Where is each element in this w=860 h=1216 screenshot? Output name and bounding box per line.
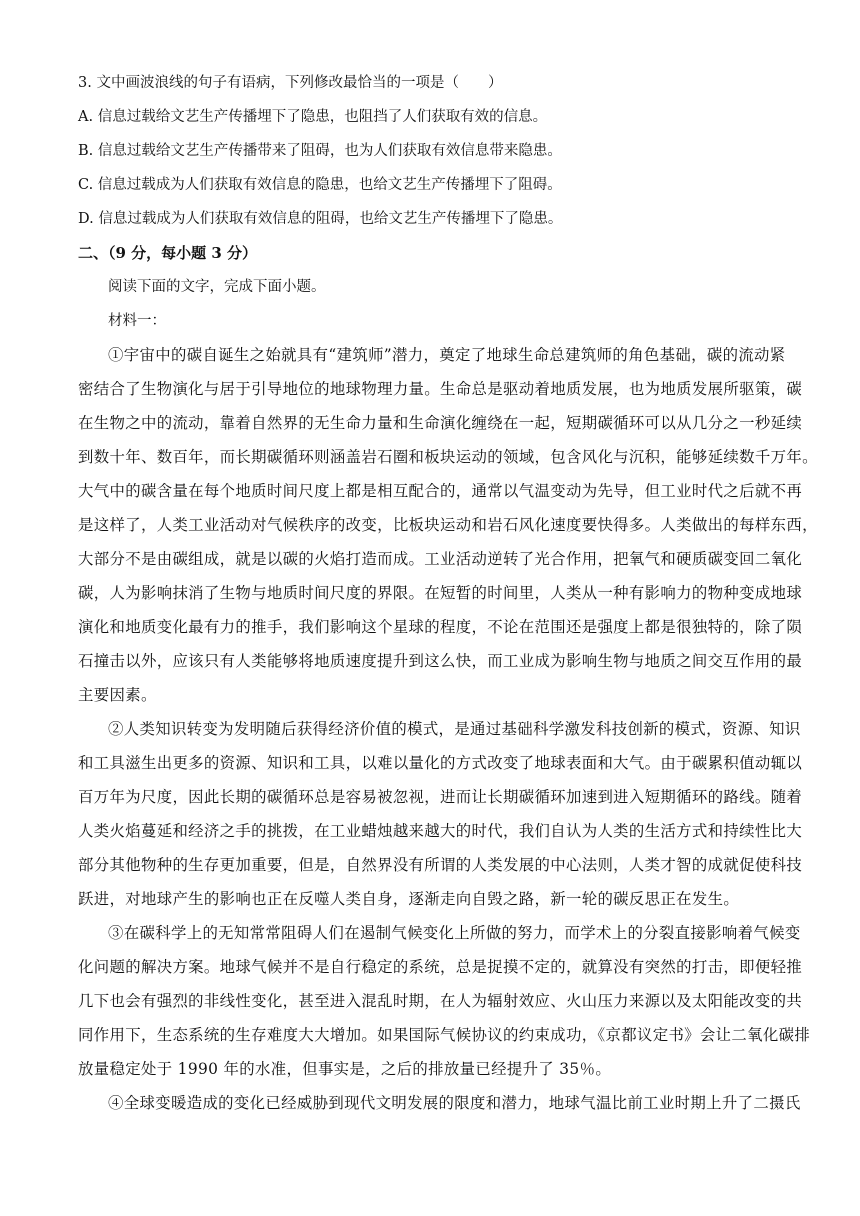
para-line: 和工具滋生出更多的资源、知识和工具，以难以量化的方式改变了地球表面和大气。由于碳累积值动辄以 [78, 754, 803, 772]
para-line: 石撞击以外，应该只有人类能够将地质速度提升到这么快，而工业成为影响生物与地质之间交互作用的最 [78, 652, 803, 670]
para-line: 主要因素。 [78, 686, 157, 704]
para-line: 密结合了生物演化与居于引导地位的地球物理力量。生命总是驱动着地质发展，也为地质发展所驱策，碳 [78, 380, 803, 398]
para-line: 同作用下，生态系统的生存难度大大增加。如果国际气候协议的约束成功，《京都议定书》会让二氧化碳排 [78, 1026, 811, 1044]
para-line: 是这样了，人类工业活动对气候秩序的改变，比板块运动和岩石风化速度要快得多。人类做出的每样东西， [78, 516, 818, 534]
option-a: A. 信息过载给文艺生产传播埋下了隐患，也阻挡了人们获取有效的信息。 [78, 109, 548, 125]
para-line: 百万年为尺度，因此长期的碳循环总是容易被忽视，进而让长期碳循环加速到进入短期循环的路线。随着 [78, 788, 803, 806]
para-line: ③在碳科学上的无知常常阻碍人们在遏制气候变化上所做的努力，而学术上的分裂直接影响着气候变 [108, 924, 801, 942]
option-c: C. 信息过载成为人们获取有效信息的隐患，也给文艺生产传播埋下了阻碍。 [78, 177, 562, 193]
para-line: ①宇宙中的碳自诞生之始就具有“建筑师”潜力，奠定了地球生命总建筑师的角色基础，碳的流动紧 [108, 346, 786, 364]
section-2-instruction: 阅读下面的文字，完成下面小题。 [108, 279, 326, 295]
para-line: 大部分不是由碳组成，就是以碳的火焰打造而成。工业活动逆转了光合作用，把氧气和硬质碳变回二氧化 [78, 550, 803, 568]
question-3-stem: 3. 文中画波浪线的句子有语病，下列修改最恰当的一项是（ ） [78, 75, 503, 91]
material-1-label: 材料一： [108, 313, 166, 329]
option-d: D. 信息过载成为人们获取有效信息的阻碍，也给文艺生产传播埋下了隐患。 [78, 211, 563, 227]
para-line: 几下也会有强烈的非线性变化，甚至进入混乱时期，在人为辐射效应、火山压力来源以及太阳能改变的共 [78, 992, 803, 1010]
para-line: ④全球变暖造成的变化已经威胁到现代文明发展的限度和潜力，地球气温比前工业时期上升了二摄氏 [108, 1094, 801, 1112]
para-line: ②人类知识转变为发明随后获得经济价值的模式，是通过基础科学激发科技创新的模式，资源、知识 [108, 720, 801, 738]
para-line: 在生物之中的流动，靠着自然界的无生命力量和生命演化缠绕在一起，短期碳循环可以从几分之一秒延续 [78, 414, 803, 432]
para-line: 演化和地质变化最有力的推手，我们影响这个星球的程度，不论在范围还是强度上都是很独特的，除了陨 [78, 618, 803, 636]
para-line: 人类火焰蔓延和经济之手的挑拨，在工业蜡烛越来越大的时代，我们自认为人类的生活方式和持续性比大 [78, 822, 803, 840]
section-2-title: 二、（9 分，每小题 3 分） [78, 244, 258, 262]
para-line: 到数十年、数百年，而长期碳循环则涵盖岩石圈和板块运动的领域，包含风化与沉积，能够延续数千万年。 [78, 448, 818, 466]
para-line: 跃进，对地球产生的影响也正在反噬人类自身，逐渐走向自毁之路，新一轮的碳反思正在发生。 [78, 890, 740, 908]
para-line: 部分其他物种的生存更加重要，但是，自然界没有所谓的人类发展的中心法则，人类才智的成就促使科技 [78, 856, 803, 874]
option-b: B. 信息过载给文艺生产传播带来了阻碍，也为人们获取有效信息带来隐患。 [78, 143, 562, 159]
para-line: 碳，人为影响抹消了生物与地质时间尺度的界限。在短暂的时间里，人类从一种有影响力的物种变成地球 [78, 584, 803, 602]
para-line: 放量稳定处于 1990 年的水准，但事实是，之后的排放量已经提升了 35％。 [78, 1060, 612, 1078]
para-line: 大气中的碳含量在每个地质时间尺度上都是相互配合的，通常以气温变动为先导，但工业时代之后就不再 [78, 482, 803, 500]
para-line: 化问题的解决方案。地球气候并不是自行稳定的系统，总是捉摸不定的，就算没有突然的打击，即便轻推 [78, 958, 803, 976]
